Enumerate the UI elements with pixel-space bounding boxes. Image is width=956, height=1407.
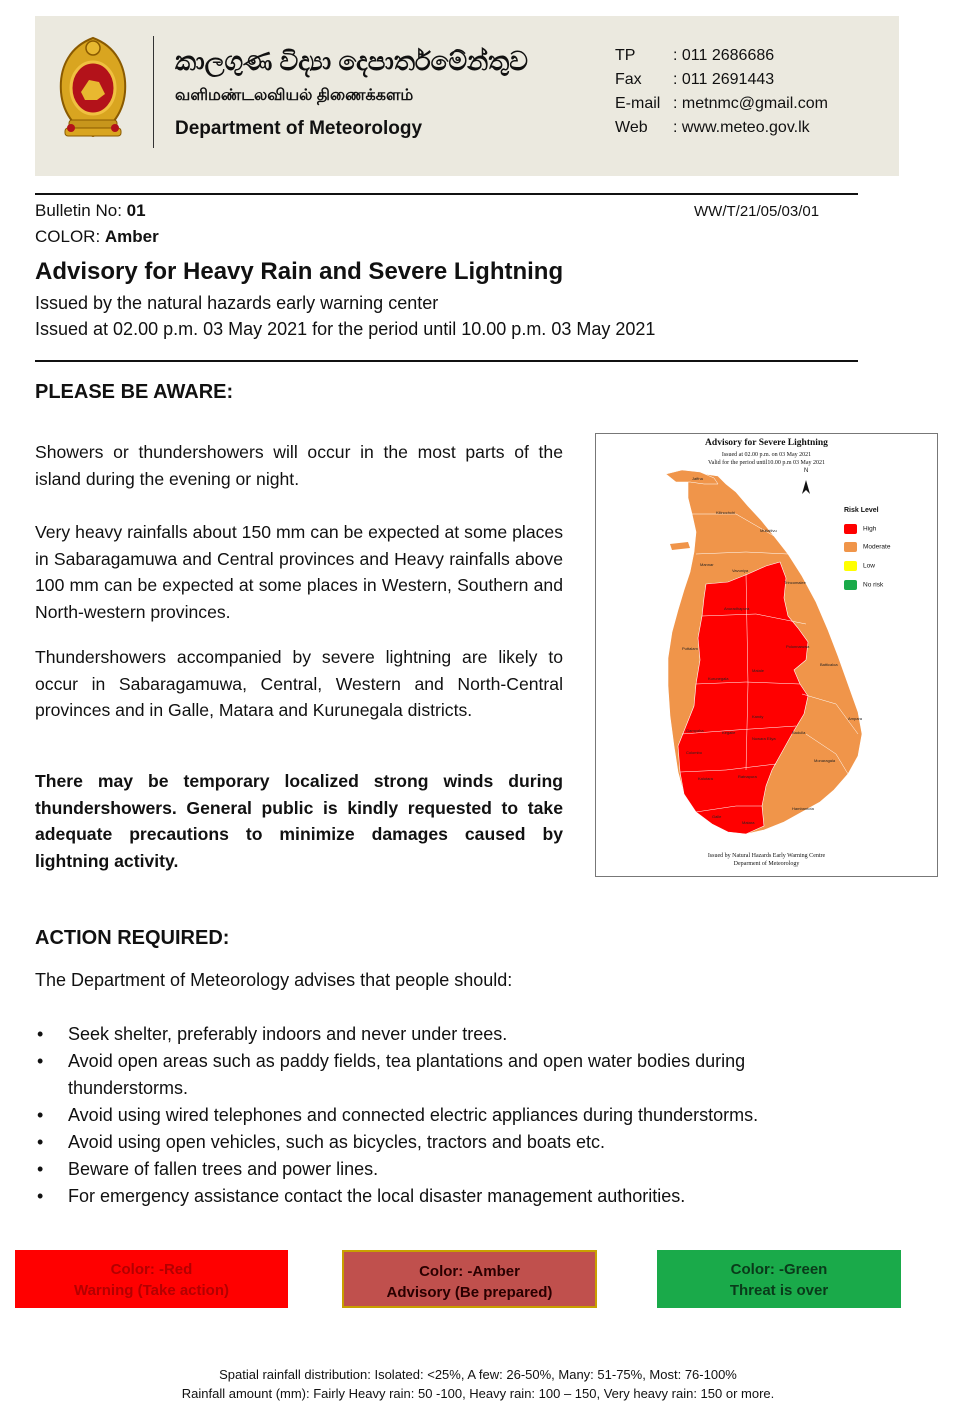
north-arrow-icon	[802, 480, 810, 494]
legend-label: Moderate	[863, 543, 891, 551]
legend-item-moderate	[844, 542, 890, 552]
bulletin-reference: WW/T/21/05/03/01	[694, 203, 820, 220]
list-item	[35, 1021, 855, 1048]
action-list	[35, 1021, 855, 1210]
district-label: Badulla	[792, 730, 806, 735]
issued-by: Issued by the natural hazards early warning center	[35, 293, 439, 313]
list-item	[35, 1183, 855, 1210]
bulletin-color-value: Amber	[104, 227, 159, 246]
contact-fax	[615, 71, 774, 89]
district-label: Ratnapura	[738, 774, 757, 779]
district-label: Polonnaruwa	[786, 644, 810, 649]
map-footer-line-1: Issued by Natural Hazards Early Warning Centre	[707, 853, 826, 859]
district-label: Monaragala	[814, 758, 836, 763]
district-label: Colombo	[686, 750, 703, 755]
contact-value[interactable]: : metnmc@gmail.com	[673, 95, 828, 112]
legend-title: Risk Level	[844, 507, 879, 514]
district-label: Anuradhapura	[724, 606, 750, 611]
footer-distribution-note: Spatial rainfall distribution: Isolated: <25%, A few: 26-50%, Many: 51-75%, Most: 76-100%	[219, 1367, 737, 1382]
color-code-red	[15, 1250, 288, 1308]
contact-value: : 011 2691443	[673, 71, 775, 88]
district-label: Kilinochchi	[716, 510, 736, 515]
district-label: Matale	[752, 668, 765, 673]
bullet-icon: •	[37, 1132, 44, 1152]
contact-label: Fax	[615, 71, 642, 88]
district-label: Matara	[742, 820, 755, 825]
district-label: Nuwara Eliya	[752, 736, 776, 741]
district-label: Kurunegala	[708, 676, 729, 681]
legend-item-high	[844, 524, 876, 534]
lightning-risk-map	[595, 433, 938, 877]
color-code-title: Color: -Green	[730, 1261, 828, 1278]
bulletin-number	[35, 201, 146, 221]
list-item-text: Avoid open areas such as paddy fields, tea plantations and open water bodies during thunderstorms.	[68, 1051, 746, 1098]
contact-label: E-mail	[615, 95, 661, 112]
list-item	[35, 1048, 855, 1102]
bulletin-color-label: COLOR:	[35, 227, 105, 246]
header-divider	[153, 36, 154, 148]
color-code-meaning: Advisory (Be prepared)	[386, 1284, 553, 1301]
action-heading: ACTION REQUIRED:	[35, 927, 230, 949]
list-item-text: Seek shelter, preferably indoors and never under trees.	[68, 1024, 508, 1044]
district-label: Mullaitivu	[760, 528, 777, 533]
dept-name-tamil: வளிமண்டலவியல் திணைக்களம்	[175, 87, 414, 104]
district-label: Gampaha	[686, 728, 704, 733]
bullet-icon: •	[37, 1024, 44, 1044]
legend-swatch	[844, 561, 857, 571]
district-label: Ampara	[848, 716, 863, 721]
legend-swatch	[844, 580, 857, 590]
aware-paragraph-1: Showers or thundershowers will occur in the most parts of the island during the evening or night.	[35, 442, 563, 489]
legend-label: Low	[863, 562, 875, 570]
district-label: Hambantota	[792, 806, 814, 811]
map-footer-line-2: Deparment of Meteorology	[733, 861, 800, 867]
bulletin-number-label: Bulletin No:	[35, 201, 127, 220]
color-code-green	[657, 1250, 901, 1308]
bullet-icon: •	[37, 1159, 44, 1179]
contact-web	[615, 119, 810, 137]
title-rule	[35, 360, 858, 362]
top-rule	[35, 193, 858, 195]
legend-label: High	[863, 525, 877, 533]
contact-label: TP	[615, 47, 636, 64]
district-label: Mannar	[700, 562, 714, 567]
legend-swatch	[844, 542, 857, 552]
list-item-text: Avoid using wired telephones and connected electric appliances during thunderstorms.	[68, 1105, 759, 1125]
letterhead	[35, 16, 899, 176]
color-code-amber	[342, 1250, 597, 1308]
mannar-island	[670, 542, 690, 550]
bulletin-color	[35, 227, 159, 247]
contact-value: : 011 2686686	[673, 47, 775, 64]
issued-at: Issued at 02.00 p.m. 03 May 2021 for the period until 10.00 p.m. 03 May 2021	[35, 319, 656, 339]
dept-name-sinhala: කාලගුණ විද්‍යා දෙපාර්තමේන්තුව	[175, 46, 528, 76]
bullet-icon: •	[37, 1186, 44, 1206]
list-item	[35, 1156, 855, 1183]
color-code-title: Color: -Amber	[419, 1263, 520, 1280]
contact-email	[615, 95, 828, 113]
list-item-text: For emergency assistance contact the local disaster management authorities.	[68, 1186, 686, 1206]
dept-name-english: Department of Meteorology	[175, 118, 423, 139]
map-valid-line: Valid for the period until10.00 p.m 03 May 2021	[708, 460, 825, 466]
list-item	[35, 1129, 855, 1156]
district-label: Kalutara	[698, 776, 713, 781]
legend-label: No risk	[863, 581, 884, 589]
north-label: N	[804, 468, 809, 474]
map-footer	[596, 852, 937, 868]
aware-paragraph-4: There may be temporary localized strong winds during thundershowers. General public is kindly requested to take adequate precautions to minimize damages caused by lightning activity.	[35, 771, 563, 871]
contact-label: Web	[615, 119, 648, 136]
sri-lanka-map	[596, 434, 937, 876]
color-code-meaning: Threat is over	[729, 1282, 829, 1299]
district-label: Kandy	[752, 714, 764, 719]
aware-heading: PLEASE BE AWARE:	[35, 381, 234, 403]
color-code-meaning: Warning (Take action)	[73, 1282, 229, 1299]
district-label: Vavuniya	[732, 568, 749, 573]
bulletin-number-value: 01	[126, 201, 146, 220]
map-title: Advisory for Severe Lightning	[705, 438, 828, 448]
district-label: Puttalam	[682, 646, 698, 651]
footer-amount-note: Rainfall amount (mm): Fairly Heavy rain: 50 -100, Heavy rain: 100 – 150, Very heavy rain: 150 or more.	[181, 1386, 775, 1401]
bullet-icon: •	[37, 1051, 44, 1071]
list-item	[35, 1102, 855, 1129]
legend-item-no-risk	[844, 580, 883, 590]
contact-value[interactable]: : www.meteo.gov.lk	[673, 119, 810, 136]
contact-tp	[615, 47, 774, 65]
list-item-text: Avoid using open vehicles, such as bicycles, tractors and boats etc.	[68, 1132, 605, 1152]
district-label: Galle	[712, 814, 722, 819]
map-issued-line-1: Issued at 02.00 p.m. on 03 May 2021	[721, 452, 812, 458]
aware-paragraph-2: Very heavy rainfalls about 150 mm can be expected at some places in Sabaragamuwa and Central provinces and Heavy rainfalls above 100 mm can be expected at some places in Western, Southern and North-western provinces.	[35, 522, 563, 622]
sri-lanka-emblem-icon	[55, 36, 131, 140]
map-issued-info	[596, 451, 937, 467]
action-intro: The Department of Meteorology advises that people should:	[35, 970, 513, 990]
legend-item-low	[844, 561, 875, 571]
bulletin-title: Advisory for Heavy Rain and Severe Lightning	[35, 258, 564, 285]
district-label: Batticaloa	[820, 662, 838, 667]
district-label: Trincomalee	[784, 580, 806, 585]
aware-paragraph-3: Thundershowers accompanied by severe lightning are likely to occur in Sabaragamuwa, Central, Western and North-Central provinces and in Galle, Matara and Kurunegala districts.	[35, 647, 563, 720]
district-label: Kegalle	[722, 730, 736, 735]
color-code-title: Color: -Red	[110, 1261, 193, 1278]
district-label: Jaffna	[692, 476, 703, 481]
legend-swatch	[844, 524, 857, 534]
bullet-icon: •	[37, 1105, 44, 1125]
list-item-text: Beware of fallen trees and power lines.	[68, 1159, 379, 1179]
